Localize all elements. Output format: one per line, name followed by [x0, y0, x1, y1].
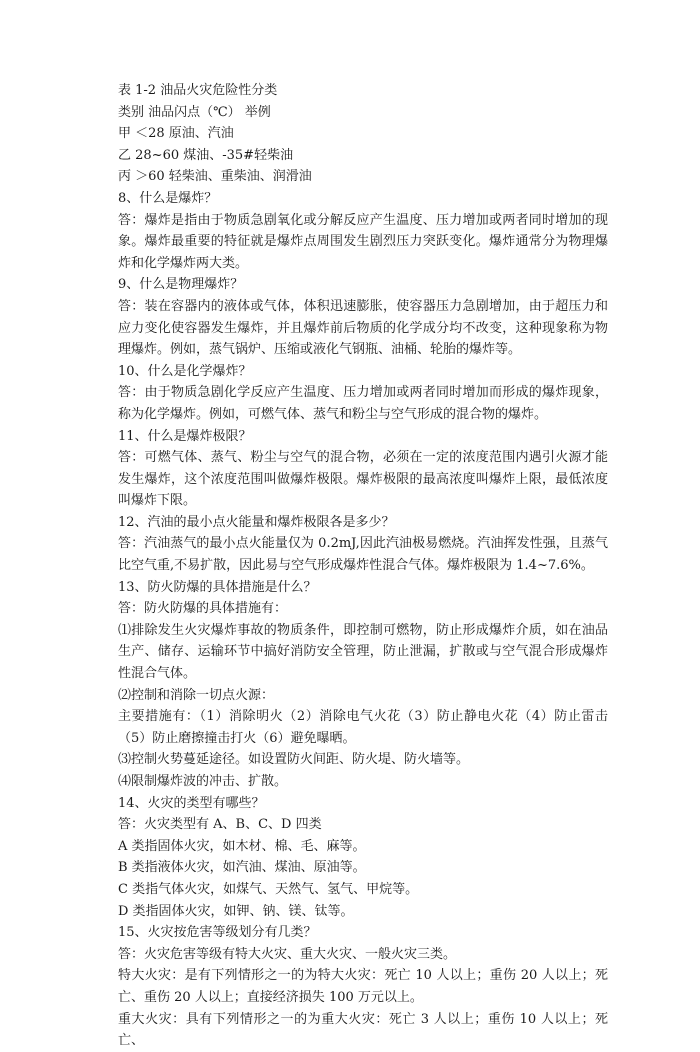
text-line: 特大火灾：是有下列情形之一的为特大火灾：死亡 10 人以上；重伤 20 人以上；死亡、重伤 20 人以上；直接经济损失 100 万元以上。: [118, 968, 608, 1005]
text-line: ⑵控制和消除一切点火源：: [118, 687, 275, 703]
text-line: 15、火灾按危害等级划分有几类？: [118, 925, 317, 941]
text-line: 9、什么是物理爆炸？: [118, 277, 244, 293]
text-line: A 类指固体火灾，如木材、棉、毛、麻等。: [118, 838, 366, 854]
text-line: 重大火灾：具有下列情形之一的为重大火灾：死亡 3 人以上；重伤 10 人以上；死亡、: [118, 1011, 608, 1049]
text-line: 答：装在容器内的液体或气体，体积迅速膨胀，使容器压力急剧增加，由于超压力和应力变化使容器发生爆炸，并且爆炸前后物质的化学成分均不改变，这种现象称为物理爆炸。例如，蒸气锅炉、压缩或液化气钢瓶、油桶、轮胎的爆炸等。: [118, 298, 608, 358]
text-line: 主要措施有：（1）消除明火（2）消除电气火花（3）防止静电火花（4）防止雷击（5）防止磨擦撞击打火（6）避免曝晒。: [118, 709, 608, 746]
text-line: ⑶控制火势蔓延途径。如设置防火间距、防火堤、防火墙等。: [118, 752, 470, 768]
text-line: 11、什么是爆炸极限？: [118, 428, 252, 444]
text-line: 答：由于物质急剧化学反应产生温度、压力增加或两者同时增加而形成的爆炸现象，称为化学爆炸。例如，可燃气体、蒸气和粉尘与空气形成的混合物的爆炸。: [118, 385, 608, 422]
text-line: 答：汽油蒸气的最小点火能量仅为 0.2mJ,因此汽油极易燃烧。汽油挥发性强，且蒸气比空气重,不易扩散，因此易与空气形成爆炸性混合气体。爆炸极限为 1.4~7.6%。: [118, 536, 608, 574]
text-line: 丙 ＞60 轻柴油、重柴油、润滑油: [118, 169, 312, 185]
text-line: 13、防火防爆的具体措施是什么？: [118, 579, 317, 595]
text-line: 甲 ＜28 原油、汽油: [118, 126, 234, 142]
text-line: 类别 油品闪点（℃） 举例: [118, 104, 271, 120]
text-line: 答：火灾危害等级有特大火灾、重大火灾、一般火灾三类。: [118, 946, 457, 962]
text-line: C 类指气体火灾，如煤气、天然气、氢气、甲烷等。: [118, 881, 419, 897]
text-line: 12、汽油的最小点火能量和爆炸极限各是多少？: [118, 514, 395, 530]
text-line: 乙 28~60 煤油、-35#轻柴油: [118, 147, 294, 163]
text-line: 8、什么是爆炸？: [118, 190, 218, 206]
document-body: [118, 80, 608, 1052]
text-line: 答：爆炸是指由于物质急剧氧化或分解反应产生温度、压力增加或两者同时增加的现象。爆炸最重要的特征就是爆炸点周围发生剧烈压力突跃变化。爆炸通常分为物理爆炸和化学爆炸两大类。: [118, 212, 608, 271]
text-line: 14、火灾的类型有哪些？: [118, 795, 265, 811]
text-line: ⑴排除发生火灾爆炸事故的物质条件，即控制可燃物，防止形成爆炸介质，如在油品生产、储存、运输环节中搞好消防安全管理，防止泄漏，扩散或与空气混合形成爆炸性混合气体。: [118, 622, 608, 682]
text-line: 答：防火防爆的具体措施有：: [118, 601, 288, 617]
text-line: D 类指固体火灾，如钾、钠、镁、钛等。: [118, 903, 354, 919]
text-line: ⑷限制爆炸波的冲击、扩散。: [118, 774, 288, 789]
text-line: 10、什么是化学爆炸？: [118, 363, 252, 379]
text-line: 表 1-2 油品火灾危险性分类: [118, 83, 278, 98]
text-line: 答：可燃气体、蒸气、粉尘与空气的混合物，必须在一定的浓度范围内遇引火源才能发生爆炸，这个浓度范围叫做爆炸极限。爆炸极限的最高浓度叫爆炸上限，最低浓度叫爆炸下限。: [118, 450, 608, 509]
text-line: B 类指液体火灾，如汽油、煤油、原油等。: [118, 860, 366, 876]
text-line: 答：火灾类型有 A、B、C、D 四类: [118, 817, 322, 833]
